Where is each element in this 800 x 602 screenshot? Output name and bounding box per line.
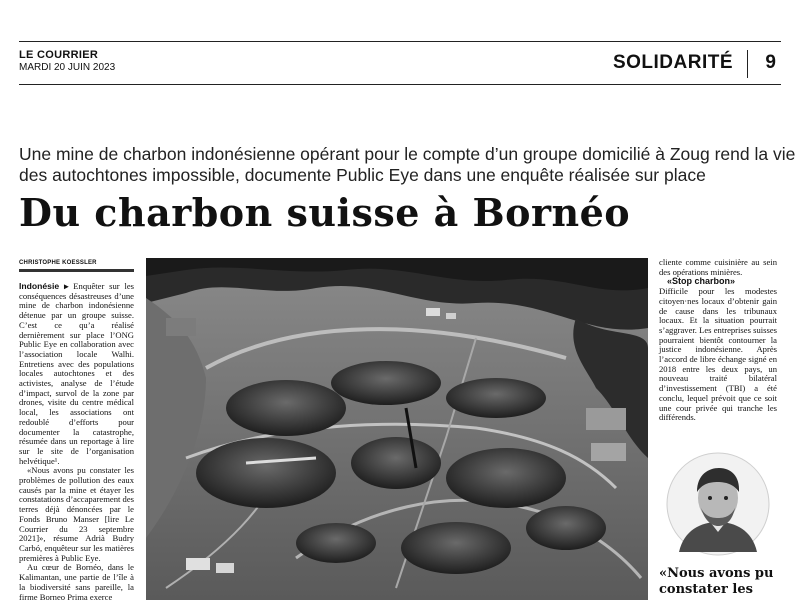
paragraph: «Nous avons pu constater les problèmes de pollution des eaux causés par la mine et étayer les constatations d’accaparement des terres déjà dénoncées par le Fonds Bruno Manser [lire Le Courrier du 23 septembre 2021]», résume Adrià Budry Carbó, enquêteur sur les matières premières à Public Eye. [19,465,135,563]
byline-rule [19,269,134,272]
coal-mine-aerial-photo [146,258,648,600]
newspaper-name: LE COURRIER [19,49,99,61]
paragraph: cliente comme cuisinière au sein des opérations minières. [659,257,777,277]
page-number: 9 [765,52,776,73]
article-kicker: Une mine de charbon indonésienne opérant pour le compte d’un groupe domicilié à Zoug rend la vie des autochtones impossible, documente Public Eye dans une enquête réalisée sur place [19,144,796,185]
author-portrait-photo [659,452,777,556]
subheading: «Stop charbon» [667,276,736,287]
section-title: SOLIDARITÉ [612,52,733,73]
paragraph: Au cœur de Bornéo, dans le Kalimantan, une partie de l’île à la biodiversité sans pareille, la firme Borneo Prima exerce [19,562,134,602]
article-column-1 [19,282,134,602]
dateline: Indonésie ▸ [19,281,69,291]
issue-date: MARDI 20 JUIN 2023 [19,62,116,73]
section-divider [747,50,748,78]
paragraph [19,282,134,466]
article-column-3 [659,258,777,423]
article-headline: Du charbon suisse à Bornéo [19,190,631,235]
pull-quote: «Nous avons pu constater les [659,566,774,597]
paragraph-text: Enquêter sur les conséquences désastreuses d’une mine de charbon indonésienne détenue par un groupe suisse. C’est ce qu’a réalisé dernièrement sur place l’ONG Public Eye en collaboration avec l’association locale Walhi. Entretiens avec des populations locales autochtones et des activistes, analyse de l’étude d’impact, survol de la zone par drones, visite du centre médical local, les associations ont redoublé d’efforts pour documenter la catastrophe, résumée dans un reportage à lire sur le site de l’organisation helvétique¹. [19,281,135,466]
masthead-top-rule [19,41,781,42]
paragraph: Difficile pour les modestes citoyen·nes locaux d’obtenir gain de cause dans les tribunaux locaux. Et la situation pourrait s’aggraver. Les entreprises suisses pourraient bientôt contourner la justice indonésienne. Après l’accord de libre échange signé en 2018 entre les deux pays, un nouveau traité bilatéral d’investissement (TBI) a été conclu, lequel prévoit que ce soit une cour privée qui tranche les différends. [659,286,777,423]
byline: CHRISTOPHE KOESSLER [19,260,97,266]
masthead-bottom-rule [19,84,781,85]
